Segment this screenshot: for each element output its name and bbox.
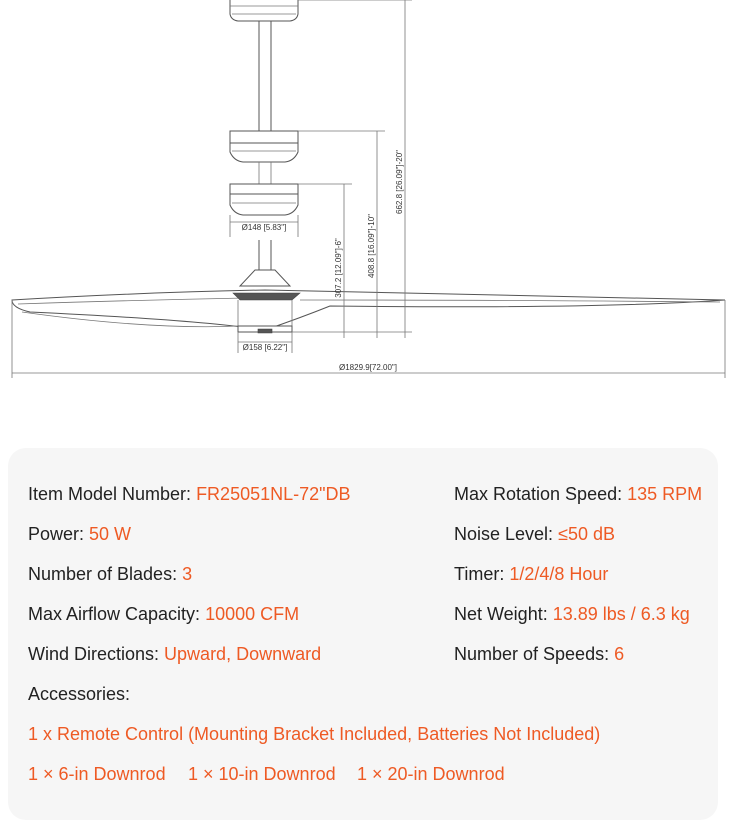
spec-card xyxy=(8,448,718,820)
height-6in-label: 307.2 [12.09"]-6" xyxy=(334,238,343,298)
base-diameter-dimension xyxy=(238,332,292,353)
accessories-heading: Accessories: xyxy=(28,684,131,704)
spec-value: 50 W xyxy=(89,524,132,544)
accessory-10in-downrod: 1 × 10-in Downrod xyxy=(188,764,336,784)
spec-label: Number of Speeds: xyxy=(454,644,615,664)
spec-net-weight xyxy=(454,603,690,625)
span-label: Ø1829.9[72.00"] xyxy=(339,363,397,372)
fan-blades xyxy=(12,290,725,333)
spec-rotation-speed xyxy=(454,483,702,505)
accessory-6in-downrod: 1 × 6-in Downrod xyxy=(28,764,166,784)
accessory-20in-downrod: 1 × 20-in Downrod xyxy=(357,764,505,784)
spec-label: Max Airflow Capacity: xyxy=(28,604,206,624)
blade-hub-stem xyxy=(240,240,290,286)
spec-wind-directions xyxy=(28,643,321,665)
spec-value: 3 xyxy=(182,564,193,584)
spec-value: ≤50 dB xyxy=(558,524,615,544)
spec-label: Net Weight: xyxy=(454,604,553,624)
spec-value: 1/2/4/8 Hour xyxy=(509,564,609,584)
spec-item-model xyxy=(28,483,351,505)
downrod xyxy=(259,21,271,131)
spec-value: 6 xyxy=(614,644,625,664)
spec-value: 10000 CFM xyxy=(205,604,300,624)
spec-label: Item Model Number: xyxy=(28,484,197,504)
height-20in-label: 662.8 [26.09"]-20" xyxy=(395,150,404,214)
height-10in-label: 408.8 [16.09"]-10" xyxy=(367,214,376,278)
spec-value: 13.89 lbs / 6.3 kg xyxy=(552,604,690,624)
spec-noise-level xyxy=(454,523,615,545)
motor-diameter-label: Ø148 [5.83"] xyxy=(241,223,287,232)
base-diameter-label: Ø158 [6.22"] xyxy=(242,343,288,352)
spec-label: Power: xyxy=(28,524,90,544)
spec-value: 135 RPM xyxy=(627,484,703,504)
spec-label: Number of Blades: xyxy=(28,564,183,584)
middle-canopy xyxy=(230,131,298,184)
spec-airflow xyxy=(28,603,299,625)
motor-diameter-dimension xyxy=(230,215,298,237)
spec-value: Upward, Downward xyxy=(164,644,322,664)
spec-label: Wind Directions: xyxy=(28,644,165,664)
spec-label: Max Rotation Speed: xyxy=(454,484,628,504)
spec-timer xyxy=(454,563,608,585)
height-dimensions xyxy=(292,0,412,338)
spec-label: Noise Level: xyxy=(454,524,559,544)
spec-label: Timer: xyxy=(454,564,510,584)
top-canopy xyxy=(230,0,298,21)
motor-housing xyxy=(230,184,298,215)
spec-value: FR25051NL-72"DB xyxy=(196,484,351,504)
spec-power xyxy=(28,523,131,545)
spec-number-of-speeds xyxy=(454,643,624,665)
accessory-remote-control: 1 x Remote Control (Mounting Bracket Included, Batteries Not Included) xyxy=(28,724,601,744)
spec-blades xyxy=(28,563,192,585)
